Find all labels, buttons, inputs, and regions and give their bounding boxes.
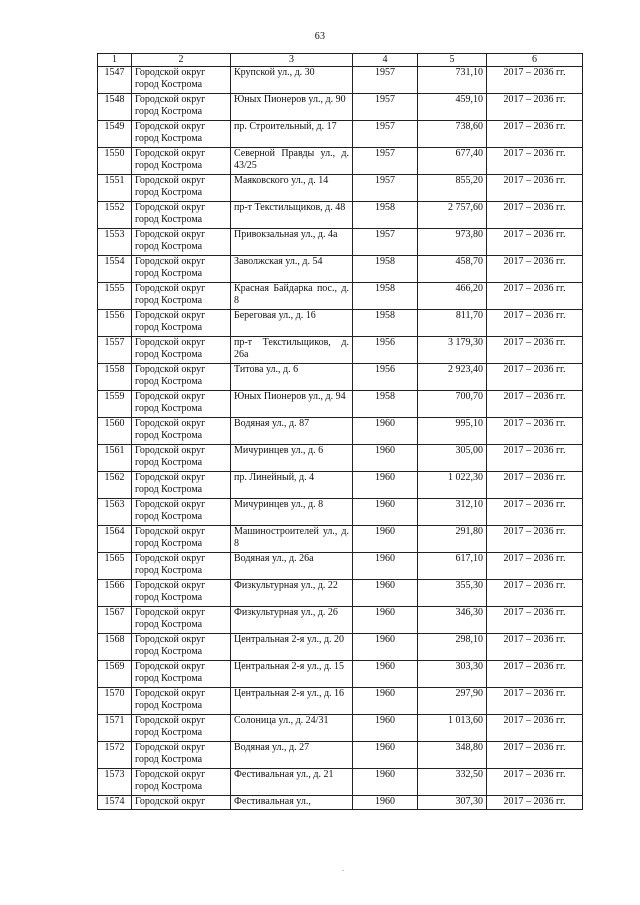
repair-period-cell: 2017 – 2036 гг. — [487, 175, 583, 202]
repair-period-cell: 2017 – 2036 гг. — [487, 310, 583, 337]
year-built-cell: 1960 — [353, 634, 418, 661]
repair-period-cell: 2017 – 2036 гг. — [487, 715, 583, 742]
repair-period-cell: 2017 – 2036 гг. — [487, 526, 583, 553]
address-cell: Мичуринцев ул., д. 8 — [231, 499, 353, 526]
municipality-cell — [132, 607, 231, 634]
table-row — [98, 634, 583, 661]
municipality-line: город Кострома — [135, 132, 203, 144]
row-number-cell: 1573 — [98, 769, 132, 796]
municipality-cell — [132, 796, 231, 810]
year-built-cell: 1960 — [353, 715, 418, 742]
municipality-cell — [132, 229, 231, 256]
year-built-cell: 1956 — [353, 364, 418, 391]
row-number-cell: 1559 — [98, 391, 132, 418]
address-cell: Физкультурная ул., д. 26 — [231, 607, 353, 634]
row-number-cell: 1557 — [98, 337, 132, 364]
municipality-line: город Кострома — [135, 618, 203, 630]
table-row — [98, 796, 583, 810]
row-number-cell: 1548 — [98, 94, 132, 121]
repair-period-cell: 2017 – 2036 гг. — [487, 364, 583, 391]
municipality-line: Городской округ — [135, 796, 206, 807]
area-cell: 458,70 — [418, 256, 487, 283]
address-cell: Маяковского ул., д. 14 — [231, 175, 353, 202]
address-cell: Крупской ул., д. 30 — [231, 67, 353, 94]
municipality-line: город Кострома — [135, 510, 203, 522]
table-row — [98, 202, 583, 229]
address-cell: пр. Строительный, д. 17 — [231, 121, 353, 148]
municipality-line: Городской округ — [135, 553, 206, 564]
year-built-cell: 1960 — [353, 526, 418, 553]
address-cell: Водяная ул., д. 87 — [231, 418, 353, 445]
row-number-cell: 1549 — [98, 121, 132, 148]
repair-period-cell: 2017 – 2036 гг. — [487, 94, 583, 121]
repair-period-cell: 2017 – 2036 гг. — [487, 202, 583, 229]
repair-period-cell: 2017 – 2036 гг. — [487, 499, 583, 526]
municipality-line: город Кострома — [135, 186, 203, 198]
area-cell: 2 923,40 — [418, 364, 487, 391]
year-built-cell: 1960 — [353, 742, 418, 769]
table-row — [98, 445, 583, 472]
year-built-cell: 1960 — [353, 553, 418, 580]
table-row — [98, 67, 583, 94]
year-built-cell: 1960 — [353, 472, 418, 499]
column-header: 2 — [132, 54, 231, 67]
repair-period-cell: 2017 – 2036 гг. — [487, 472, 583, 499]
row-number-cell: 1547 — [98, 67, 132, 94]
area-cell: 297,90 — [418, 688, 487, 715]
municipality-line: город Кострома — [135, 591, 203, 603]
address-cell: Фестивальная ул., д. 21 — [231, 769, 353, 796]
row-number-cell: 1563 — [98, 499, 132, 526]
year-built-cell: 1957 — [353, 175, 418, 202]
table-row — [98, 472, 583, 499]
municipality-line: Городской округ — [135, 202, 206, 213]
housing-registry-table — [97, 53, 583, 810]
row-number-cell: 1571 — [98, 715, 132, 742]
address-cell: Машиностроителей ул., д. 8 — [231, 526, 353, 553]
municipality-cell — [132, 310, 231, 337]
address-cell: Заволжская ул., д. 54 — [231, 256, 353, 283]
municipality-line: Городской округ — [135, 526, 206, 537]
municipality-cell — [132, 391, 231, 418]
column-header: 1 — [98, 54, 132, 67]
municipality-line: Городской округ — [135, 661, 206, 672]
municipality-line: город Кострома — [135, 240, 203, 252]
table-row — [98, 661, 583, 688]
year-built-cell: 1958 — [353, 202, 418, 229]
area-cell: 1 013,60 — [418, 715, 487, 742]
repair-period-cell: 2017 – 2036 гг. — [487, 688, 583, 715]
row-number-cell: 1572 — [98, 742, 132, 769]
footer-mark: . — [342, 864, 344, 873]
year-built-cell: 1960 — [353, 769, 418, 796]
municipality-line: Городской округ — [135, 121, 206, 132]
municipality-line: город Кострома — [135, 78, 203, 90]
row-number-cell: 1554 — [98, 256, 132, 283]
address-cell: пр-т Текстильщиков, д. 26а — [231, 337, 353, 364]
area-cell: 731,10 — [418, 67, 487, 94]
column-number-row — [98, 54, 583, 67]
municipality-line: Городской округ — [135, 688, 206, 699]
repair-period-cell: 2017 – 2036 гг. — [487, 796, 583, 810]
row-number-cell: 1550 — [98, 148, 132, 175]
municipality-line: Городской округ — [135, 337, 206, 348]
year-built-cell: 1960 — [353, 688, 418, 715]
municipality-line: Городской округ — [135, 499, 206, 510]
row-number-cell: 1565 — [98, 553, 132, 580]
municipality-line: город Кострома — [135, 105, 203, 117]
area-cell: 466,20 — [418, 283, 487, 310]
repair-period-cell: 2017 – 2036 гг. — [487, 607, 583, 634]
municipality-cell — [132, 202, 231, 229]
table-row — [98, 553, 583, 580]
municipality-line: Городской округ — [135, 310, 206, 321]
area-cell: 855,20 — [418, 175, 487, 202]
year-built-cell: 1956 — [353, 337, 418, 364]
address-cell: Северной Правды ул., д. 43/25 — [231, 148, 353, 175]
address-cell: Юных Пионеров ул., д. 90 — [231, 94, 353, 121]
area-cell: 348,80 — [418, 742, 487, 769]
address-cell: Водяная ул., д. 27 — [231, 742, 353, 769]
municipality-line: Городской округ — [135, 94, 206, 105]
repair-period-cell: 2017 – 2036 гг. — [487, 553, 583, 580]
municipality-cell — [132, 67, 231, 94]
column-header: 5 — [418, 54, 487, 67]
row-number-cell: 1562 — [98, 472, 132, 499]
table-row — [98, 175, 583, 202]
table-row — [98, 148, 583, 175]
address-cell: пр. Линейный, д. 4 — [231, 472, 353, 499]
area-cell: 307,30 — [418, 796, 487, 810]
municipality-cell — [132, 742, 231, 769]
area-cell: 312,10 — [418, 499, 487, 526]
row-number-cell: 1556 — [98, 310, 132, 337]
municipality-line: Городской округ — [135, 364, 206, 375]
municipality-line: город Кострома — [135, 402, 203, 414]
municipality-line: город Кострома — [135, 699, 203, 711]
municipality-cell — [132, 445, 231, 472]
row-number-cell: 1561 — [98, 445, 132, 472]
address-cell: Водяная ул., д. 26а — [231, 553, 353, 580]
table-row — [98, 769, 583, 796]
year-built-cell: 1957 — [353, 121, 418, 148]
municipality-line: город Кострома — [135, 375, 203, 387]
row-number-cell: 1574 — [98, 796, 132, 810]
table-row — [98, 688, 583, 715]
municipality-line: Городской округ — [135, 580, 206, 591]
repair-period-cell: 2017 – 2036 гг. — [487, 661, 583, 688]
table-row — [98, 94, 583, 121]
municipality-line: город Кострома — [135, 348, 203, 360]
address-cell: Береговая ул., д. 16 — [231, 310, 353, 337]
repair-period-cell: 2017 – 2036 гг. — [487, 391, 583, 418]
municipality-cell — [132, 634, 231, 661]
table-body — [98, 67, 583, 810]
municipality-line: Городской округ — [135, 769, 206, 780]
year-built-cell: 1960 — [353, 607, 418, 634]
municipality-line: Городской округ — [135, 634, 206, 645]
table-row — [98, 580, 583, 607]
table-row — [98, 121, 583, 148]
table-row — [98, 391, 583, 418]
municipality-cell — [132, 256, 231, 283]
area-cell: 291,80 — [418, 526, 487, 553]
year-built-cell: 1958 — [353, 391, 418, 418]
repair-period-cell: 2017 – 2036 гг. — [487, 67, 583, 94]
year-built-cell: 1958 — [353, 283, 418, 310]
municipality-line: город Кострома — [135, 753, 203, 765]
row-number-cell: 1570 — [98, 688, 132, 715]
area-cell: 303,30 — [418, 661, 487, 688]
area-cell: 738,60 — [418, 121, 487, 148]
table-row — [98, 364, 583, 391]
row-number-cell: 1564 — [98, 526, 132, 553]
repair-period-cell: 2017 – 2036 гг. — [487, 445, 583, 472]
municipality-cell — [132, 418, 231, 445]
municipality-cell — [132, 526, 231, 553]
repair-period-cell: 2017 – 2036 гг. — [487, 121, 583, 148]
area-cell: 332,50 — [418, 769, 487, 796]
municipality-line: город Кострома — [135, 159, 203, 171]
row-number-cell: 1566 — [98, 580, 132, 607]
year-built-cell: 1960 — [353, 418, 418, 445]
municipality-cell — [132, 499, 231, 526]
municipality-line: Городской округ — [135, 229, 206, 240]
area-cell: 811,70 — [418, 310, 487, 337]
municipality-cell — [132, 283, 231, 310]
municipality-line: Городской округ — [135, 445, 206, 456]
municipality-cell — [132, 769, 231, 796]
row-number-cell: 1567 — [98, 607, 132, 634]
municipality-line: Городской округ — [135, 256, 206, 267]
area-cell: 3 179,30 — [418, 337, 487, 364]
municipality-line: город Кострома — [135, 456, 203, 468]
municipality-line: город Кострома — [135, 645, 203, 657]
municipality-cell — [132, 337, 231, 364]
municipality-cell — [132, 94, 231, 121]
row-number-cell: 1568 — [98, 634, 132, 661]
row-number-cell: 1552 — [98, 202, 132, 229]
table-row — [98, 283, 583, 310]
municipality-line: город Кострома — [135, 429, 203, 441]
table-row — [98, 607, 583, 634]
municipality-line: город Кострома — [135, 483, 203, 495]
address-cell: Мичуринцев ул., д. 6 — [231, 445, 353, 472]
repair-period-cell: 2017 – 2036 гг. — [487, 229, 583, 256]
address-cell: Титова ул., д. 6 — [231, 364, 353, 391]
repair-period-cell: 2017 – 2036 гг. — [487, 742, 583, 769]
municipality-cell — [132, 553, 231, 580]
page-number: 63 — [314, 31, 326, 42]
municipality-line: Городской округ — [135, 472, 206, 483]
column-header: 4 — [353, 54, 418, 67]
year-built-cell: 1957 — [353, 229, 418, 256]
year-built-cell: 1958 — [353, 310, 418, 337]
municipality-cell — [132, 472, 231, 499]
row-number-cell: 1560 — [98, 418, 132, 445]
repair-period-cell: 2017 – 2036 гг. — [487, 634, 583, 661]
municipality-cell — [132, 121, 231, 148]
municipality-line: Городской округ — [135, 391, 206, 402]
table-row — [98, 742, 583, 769]
row-number-cell: 1553 — [98, 229, 132, 256]
year-built-cell: 1958 — [353, 256, 418, 283]
area-cell: 677,40 — [418, 148, 487, 175]
municipality-line: город Кострома — [135, 321, 203, 333]
year-built-cell: 1960 — [353, 661, 418, 688]
table-row — [98, 337, 583, 364]
municipality-cell — [132, 661, 231, 688]
municipality-cell — [132, 148, 231, 175]
area-cell: 305,00 — [418, 445, 487, 472]
municipality-line: Городской округ — [135, 67, 206, 78]
municipality-line: город Кострома — [135, 564, 203, 576]
area-cell: 298,10 — [418, 634, 487, 661]
row-number-cell: 1558 — [98, 364, 132, 391]
table-row — [98, 229, 583, 256]
table-row — [98, 526, 583, 553]
area-cell: 346,30 — [418, 607, 487, 634]
year-built-cell: 1957 — [353, 94, 418, 121]
row-number-cell: 1551 — [98, 175, 132, 202]
area-cell: 995,10 — [418, 418, 487, 445]
address-cell: Физкультурная ул., д. 22 — [231, 580, 353, 607]
row-number-cell: 1569 — [98, 661, 132, 688]
municipality-line: город Кострома — [135, 537, 203, 549]
table-row — [98, 715, 583, 742]
municipality-line: Городской округ — [135, 742, 206, 753]
repair-period-cell: 2017 – 2036 гг. — [487, 769, 583, 796]
area-cell: 973,80 — [418, 229, 487, 256]
municipality-line: Городской округ — [135, 148, 206, 159]
municipality-line: Городской округ — [135, 283, 206, 294]
column-header: 3 — [231, 54, 353, 67]
address-cell: пр-т Текстильщиков, д. 48 — [231, 202, 353, 229]
year-built-cell: 1960 — [353, 445, 418, 472]
area-cell: 1 022,30 — [418, 472, 487, 499]
address-cell: Центральная 2-я ул., д. 15 — [231, 661, 353, 688]
table-row — [98, 256, 583, 283]
municipality-line: Городской округ — [135, 715, 206, 726]
address-cell: Центральная 2-я ул., д. 20 — [231, 634, 353, 661]
repair-period-cell: 2017 – 2036 гг. — [487, 580, 583, 607]
address-cell: Солоница ул., д. 24/31 — [231, 715, 353, 742]
area-cell: 459,10 — [418, 94, 487, 121]
area-cell: 355,30 — [418, 580, 487, 607]
address-cell: Привокзальная ул., д. 4а — [231, 229, 353, 256]
repair-period-cell: 2017 – 2036 гг. — [487, 148, 583, 175]
table-row — [98, 310, 583, 337]
municipality-line: Городской округ — [135, 418, 206, 429]
municipality-cell — [132, 175, 231, 202]
repair-period-cell: 2017 – 2036 гг. — [487, 337, 583, 364]
municipality-line: город Кострома — [135, 780, 203, 792]
address-cell: Красная Байдарка пос., д. 8 — [231, 283, 353, 310]
repair-period-cell: 2017 – 2036 гг. — [487, 418, 583, 445]
municipality-cell — [132, 688, 231, 715]
column-header: 6 — [487, 54, 583, 67]
area-cell: 617,10 — [418, 553, 487, 580]
area-cell: 2 757,60 — [418, 202, 487, 229]
repair-period-cell: 2017 – 2036 гг. — [487, 283, 583, 310]
address-cell: Фестивальная ул., — [231, 796, 353, 810]
municipality-cell — [132, 364, 231, 391]
year-built-cell: 1960 — [353, 796, 418, 810]
address-cell: Юных Пионеров ул., д. 94 — [231, 391, 353, 418]
table-row — [98, 499, 583, 526]
municipality-line: Городской округ — [135, 175, 206, 186]
municipality-line: город Кострома — [135, 294, 203, 306]
year-built-cell: 1960 — [353, 580, 418, 607]
municipality-line: город Кострома — [135, 213, 203, 225]
municipality-line: город Кострома — [135, 672, 203, 684]
municipality-cell — [132, 580, 231, 607]
table-row — [98, 418, 583, 445]
year-built-cell: 1957 — [353, 148, 418, 175]
row-number-cell: 1555 — [98, 283, 132, 310]
year-built-cell: 1960 — [353, 499, 418, 526]
address-cell: Центральная 2-я ул., д. 16 — [231, 688, 353, 715]
repair-period-cell: 2017 – 2036 гг. — [487, 256, 583, 283]
year-built-cell: 1957 — [353, 67, 418, 94]
municipality-line: Городской округ — [135, 607, 206, 618]
municipality-line: город Кострома — [135, 726, 203, 738]
municipality-cell — [132, 715, 231, 742]
municipality-line: город Кострома — [135, 267, 203, 279]
area-cell: 700,70 — [418, 391, 487, 418]
